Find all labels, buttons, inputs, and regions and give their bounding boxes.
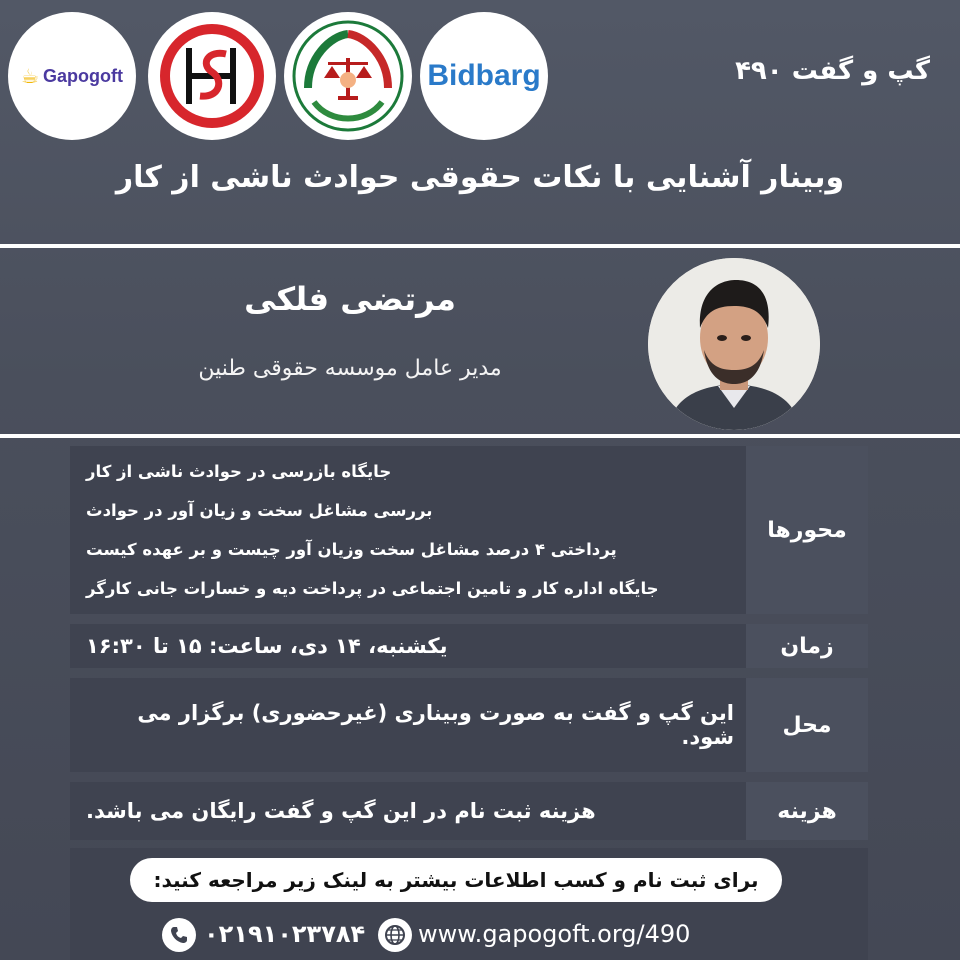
cost-label: هزینه (746, 782, 868, 840)
registration-cta: برای ثبت نام و کسب اطلاعات بیشتر به لینک زیر مراجعه کنید: (130, 858, 782, 902)
speaker-name: مرتضی فلکی (244, 280, 456, 318)
time-value-wrap (86, 624, 734, 668)
topic-item: جایگاه بازرسی در حوادث ناشی از کار (86, 462, 392, 481)
bidbarg-logo (420, 12, 548, 140)
time-label: زمان (746, 624, 868, 668)
scales-of-justice-icon (290, 18, 406, 134)
cost-row (70, 782, 868, 840)
topics-label: محورها (746, 446, 868, 614)
webinar-title: وبینار آشنایی با نکات حقوقی حوادث ناشی از کار (115, 160, 845, 195)
gapogoft-logo-text: Gapogoft (42, 65, 123, 86)
place-value: این گپ و گفت به صورت وبیناری (غیرحضوری) برگزار می شود. (137, 701, 734, 749)
cost-value-wrap (86, 782, 734, 840)
phone-number[interactable]: ۰۲۱۹۱۰۲۳۷۸۴ (204, 920, 366, 948)
topic-item: پرداختی ۴ درصد مشاغل سخت وزیان آور چیست و بر عهده کیست (86, 540, 617, 559)
hs-emblem-icon (156, 20, 268, 132)
speaker-avatar (648, 258, 820, 430)
cup-icon: ☕ (21, 64, 39, 88)
time-value: یکشنبه، ۱۴ دی، ساعت: ۱۵ تا ۱۶:۳۰ (86, 634, 448, 658)
gapogoft-logo (8, 12, 136, 140)
place-value-wrap (86, 678, 734, 772)
series-title: گپ و گفت ۴۹۰ (735, 56, 930, 86)
topic-item: جایگاه اداره کار و تامین اجتماعی در پرداخت دیه و خسارات جانی کارگر (86, 579, 659, 598)
topics-row (70, 446, 868, 614)
divider-bottom (0, 434, 960, 438)
topic-item: بررسی مشاغل سخت و زیان آور در حوادث (86, 501, 433, 520)
speaker-portrait (648, 258, 820, 430)
topics-list (86, 446, 734, 614)
globe-icon (378, 918, 412, 952)
time-row (70, 624, 868, 668)
hs-logo (148, 12, 276, 140)
divider-top (0, 244, 960, 248)
tanin-legal-institute-logo (284, 12, 412, 140)
phone-icon (162, 918, 196, 952)
speaker-role: مدیر عامل موسسه حقوقی طنین (198, 356, 502, 381)
cost-value: هزینه ثبت نام در این گپ و گفت رایگان می باشد. (86, 799, 596, 823)
place-label: محل (746, 678, 868, 772)
bidbarg-logo-text: Bidbarg (427, 59, 541, 92)
website-link[interactable]: www.gapogoft.org/490 (418, 920, 691, 948)
place-row (70, 678, 868, 772)
